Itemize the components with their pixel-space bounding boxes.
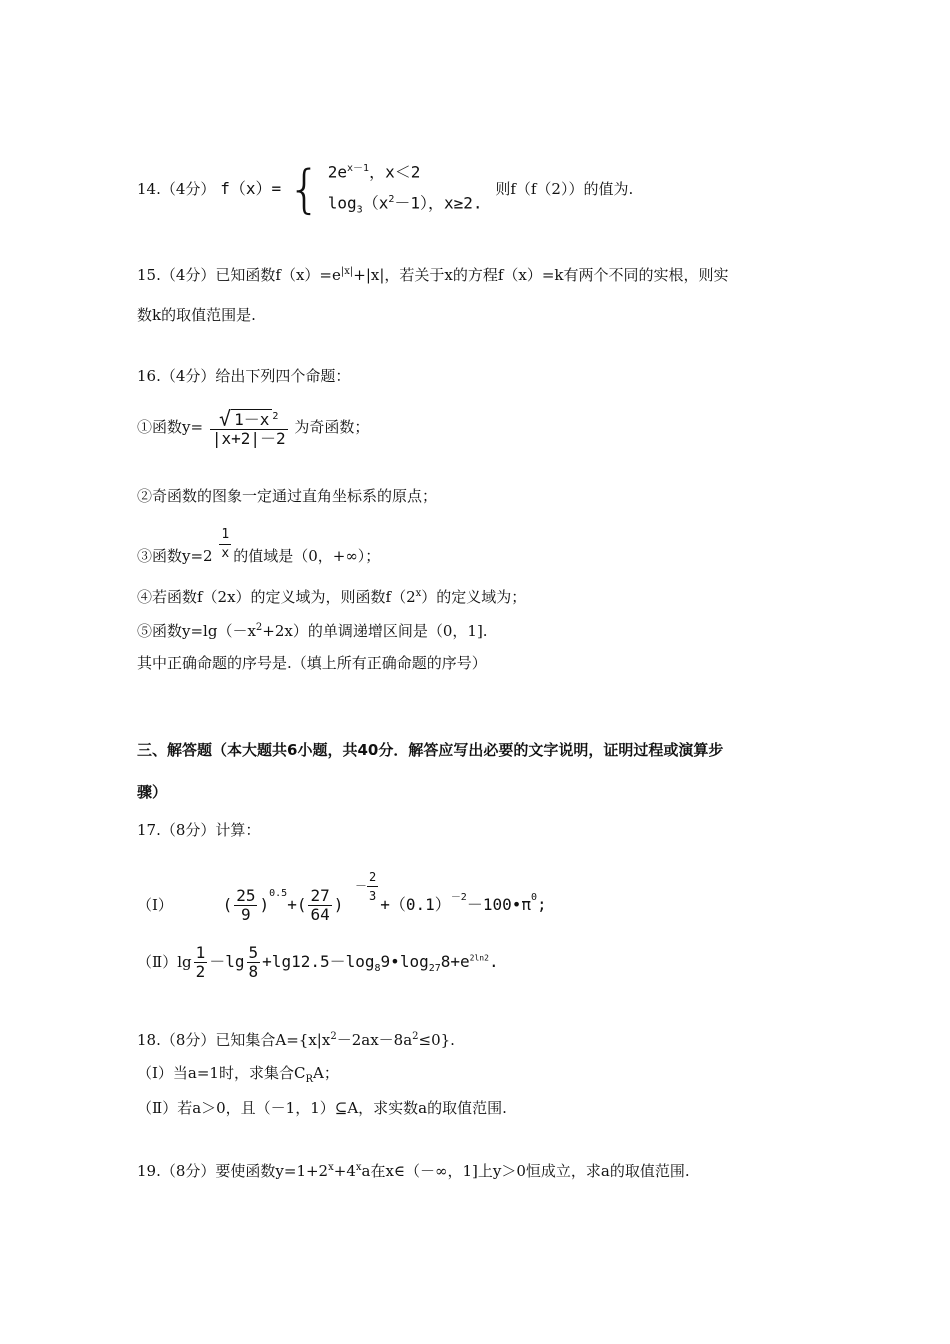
q14-case1-base: 2e	[327, 162, 348, 182]
q16-p3-fraction	[219, 526, 231, 563]
q18-intro-c: ≤0}.	[418, 1031, 455, 1049]
q16-p1-a: ①函数y=	[137, 418, 204, 437]
q17-ii-sub2: 27	[428, 963, 441, 975]
q14-case2-sub: 3	[356, 204, 363, 216]
q17-i-open2: (	[296, 895, 307, 914]
q15-text-b: +|x|，若关于x的方程f（x）=k有两个不同的实根，则实	[353, 266, 729, 284]
q17-i-frac1	[234, 887, 257, 924]
section-3-heading-text-2: 骤）	[137, 783, 168, 801]
q14-suffix: 则f（f（2））的值为.	[495, 179, 634, 198]
question-16-item-4	[137, 584, 526, 607]
q17-i-den1: 9	[241, 905, 251, 924]
q16-p1-fraction	[210, 408, 288, 448]
q16-intro-text: 16.（4分）给出下列四个命题：	[137, 367, 351, 385]
section-3-heading-line-2	[137, 782, 167, 802]
q16-p3-numerator: 1	[219, 526, 231, 545]
q17-i-exp2-fraction	[355, 868, 378, 905]
q18-intro-sup2: 2	[412, 1031, 419, 1042]
q18-ii-text: （Ⅱ）若a＞0，且（－1，1）⊆A，求实数a的取值范围.	[137, 1099, 507, 1117]
q14-case2-exp: 2	[388, 194, 395, 206]
q16-p4-sup: x	[415, 588, 422, 599]
section-3-heading-line-1	[137, 740, 723, 760]
q16-p5-a: ⑤函数y=lg（－x	[137, 622, 256, 640]
q16-p1-denominator: |x+2|－2	[211, 429, 286, 449]
q16-p1-num-text: 1－x	[231, 409, 272, 429]
q19-text-c: a在x∈（－∞，1]上y＞0恒成立，求a的取值范围.	[361, 1162, 690, 1180]
q14-case1-cond: ，x＜2	[369, 162, 421, 182]
q17-i-den2: 64	[310, 905, 330, 924]
q17-ii-end: .	[488, 952, 499, 971]
question-16-intro	[137, 366, 350, 386]
q19-text-b: +4	[333, 1162, 356, 1180]
q17-ii-mid1: －lg	[209, 952, 245, 971]
q17-i-exp3: －2	[450, 892, 467, 903]
q16-p4-b: ）的定义域为；	[421, 588, 527, 606]
q14-case2-arg-a: （x	[362, 193, 389, 213]
question-17-part-1	[137, 868, 547, 924]
q18-intro-a: 18.（8分）已知集合A={x|x	[137, 1031, 331, 1049]
q18-intro-b: －2ax－8a	[336, 1031, 413, 1049]
question-14	[137, 155, 633, 225]
q14-prefix: 14.（4分）	[137, 179, 216, 198]
q15-sup: |x|	[340, 266, 354, 277]
q14-case-2	[328, 186, 483, 225]
q17-ii-sup: 2ln2	[469, 953, 489, 963]
q15-line-2-text: 数k的取值范围是.	[137, 306, 256, 324]
q17-ii-label: （Ⅱ）lg	[137, 953, 192, 971]
q14-cases	[328, 155, 483, 225]
question-16-item-5	[137, 618, 488, 641]
q17-ii-den1: 2	[195, 962, 206, 981]
q16-p5-b: +2x）的单调递增区间是（0，1].	[262, 622, 488, 640]
question-19	[137, 1158, 690, 1181]
q17-i-open1: (	[222, 895, 233, 914]
q18-i-sub: R	[305, 1074, 313, 1085]
q19-sup1: x	[328, 1162, 334, 1173]
q17-i-exp2-den: 3	[369, 889, 377, 903]
q17-i-exp1: 0.5	[269, 888, 288, 899]
q17-ii-mid4: 8+e	[440, 952, 470, 971]
q17-i-rest: +（0.1）	[380, 895, 451, 914]
q14-fx: f（x）=	[220, 178, 282, 198]
q17-i-exp2-num: 2	[367, 868, 378, 887]
question-15-line-2	[137, 305, 256, 325]
q17-ii-den2: 8	[248, 962, 259, 981]
q16-p1-b: 为奇函数；	[294, 418, 370, 437]
section-3-heading-text: 三、解答题（本大题共6小题，共40分．解答应写出必要的文字说明，证明过程或演算步	[137, 741, 724, 759]
q17-intro-text: 17.（8分）计算：	[137, 821, 261, 839]
q16-p5-sup: 2	[255, 622, 263, 633]
q18-i-b: A；	[313, 1064, 339, 1082]
q16-p3-a: ③函数y=2	[137, 547, 213, 565]
question-16-item-3	[137, 526, 380, 566]
q18-i-a: （Ⅰ）当a=1时，求集合C	[137, 1064, 306, 1082]
q17-i-exp4: 0	[531, 892, 538, 903]
q14-case2-log: log	[327, 193, 357, 213]
q17-ii-mid2: +lg12.5－log	[262, 952, 375, 971]
q16-p4-a: ④若函数f（2x）的定义域为，则函数f（2	[137, 588, 416, 606]
q17-i-close1: )	[259, 895, 270, 914]
question-15-line-1	[137, 262, 729, 285]
question-17-part-2	[137, 944, 499, 981]
q19-text-a: 19.（8分）要使函数y=1+2	[137, 1162, 329, 1180]
q17-i-label: （Ⅰ）	[137, 896, 173, 914]
q17-i-end: ;	[537, 895, 547, 914]
q17-i-num1: 25	[236, 886, 256, 905]
question-16-item-2	[137, 486, 437, 506]
q17-i-exp2-sign: －	[355, 879, 368, 893]
question-16-item-1	[137, 408, 369, 448]
q14-case-1	[328, 155, 483, 186]
q17-i-plus1: +	[287, 895, 297, 914]
question-18-part-2	[137, 1098, 507, 1118]
q15-text-a: 15.（4分）已知函数f（x）=e	[137, 266, 341, 284]
q14-case2-arg-b: －1），x≥2.	[394, 193, 483, 213]
q17-i-num2: 27	[310, 886, 330, 905]
q16-p2-text: ②奇函数的图象一定通过直角坐标系的原点；	[137, 487, 438, 505]
q17-i-frac2	[308, 887, 331, 924]
question-17-intro	[137, 820, 260, 840]
q17-i-tail: －100•π	[466, 895, 532, 914]
q16-p1-num-exp: 2	[272, 411, 279, 422]
q14-case1-exp: x－1	[347, 163, 370, 174]
q16-p3-b: 的值域是（0，+∞）；	[233, 547, 381, 565]
q17-ii-num1: 1	[195, 943, 206, 962]
q19-sup2: x	[355, 1162, 362, 1173]
q16-p3-denominator: x	[221, 546, 230, 561]
q17-ii-frac1	[194, 944, 208, 981]
q16-conclusion-text: 其中正确命题的序号是.（填上所有正确命题的序号）	[137, 654, 487, 672]
q18-intro-sup: 2	[330, 1031, 337, 1042]
question-16-conclusion	[137, 653, 487, 673]
q17-ii-frac2	[247, 944, 261, 981]
q14-brace: {	[287, 159, 321, 220]
q16-p1-numerator	[210, 408, 288, 430]
sqrt-icon: √	[219, 406, 232, 431]
question-18-intro	[137, 1027, 455, 1050]
q17-ii-num2: 5	[248, 943, 259, 962]
question-18-part-1	[137, 1063, 339, 1090]
q17-ii-sub1: 8	[374, 963, 381, 975]
q17-i-close2: )	[333, 895, 344, 914]
q17-ii-mid3: 9•log	[380, 952, 429, 971]
